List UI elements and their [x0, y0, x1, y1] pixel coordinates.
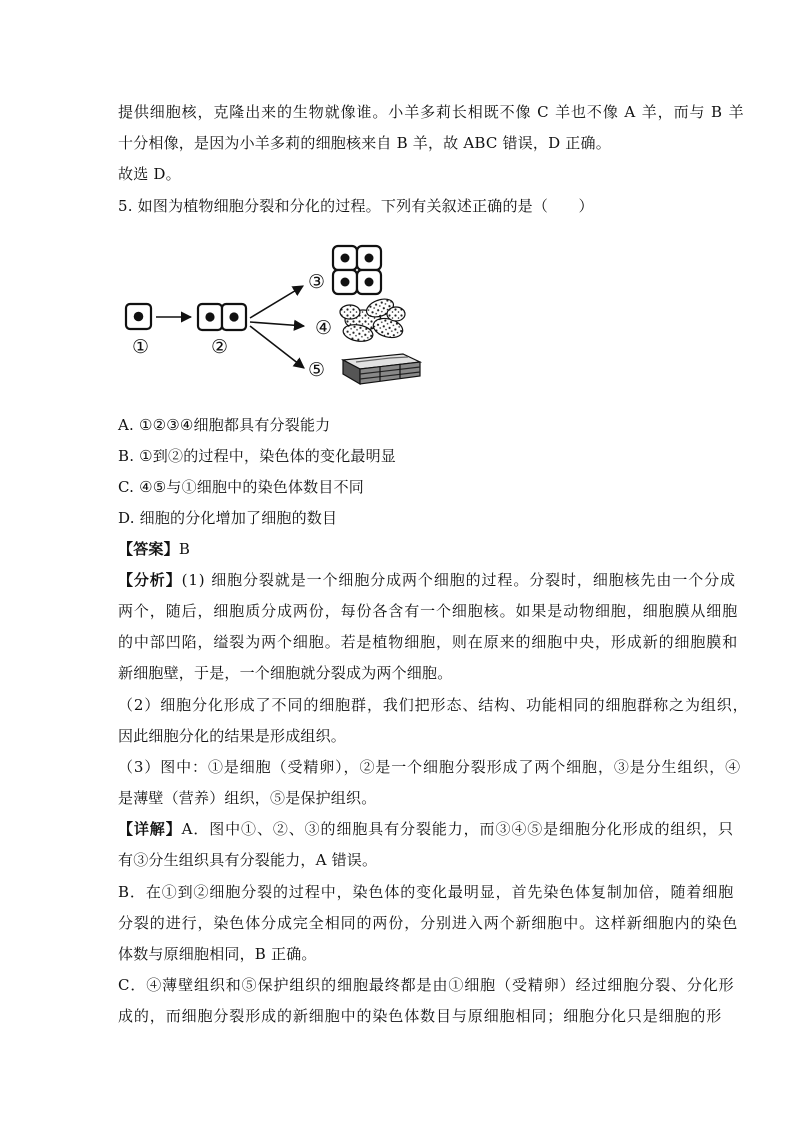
detail-line: 分裂的进行，染色体分成完全相同的两份，分别进入两个新细胞中。这样新细胞内的染色	[118, 914, 739, 932]
detail-text: A．图中①、②、③的细胞具有分裂能力，而③④⑤是细胞分化形成的组织，只	[181, 820, 734, 838]
detail-line: 体数与原细胞相同，B 正确。	[118, 945, 317, 963]
text-line: 提供细胞核，克隆出来的生物就像谁。小羊多莉长相既不像 C 羊也不像 A 羊，而与 B 羊	[118, 103, 745, 121]
detail-line: 有③分生组织具有分裂能力，A 错误。	[118, 851, 378, 869]
analysis-line: 的中部凹陷，缢裂为两个细胞。若是植物细胞，则在原来的细胞中央，形成新的细胞膜和	[118, 633, 739, 651]
question-stem: 5. 如图为植物细胞分裂和分化的过程。下列有关叙述正确的是（ ）	[118, 197, 594, 215]
text-line: 故选 D。	[118, 165, 181, 183]
meristem-tissue-icon	[333, 246, 381, 294]
detail-line: B．在①到②细胞分裂的过程中，染色体的变化最明显，首先染色体复制加倍，随着细胞	[118, 883, 735, 901]
answer-value: B	[178, 540, 191, 558]
single-cell-icon	[126, 304, 151, 329]
arrow-2-3	[250, 286, 303, 318]
detail-tag: 【详解】	[118, 820, 182, 838]
option-d: D. 细胞的分化增加了细胞的数目	[118, 509, 338, 527]
analysis-line: 新细胞壁，于是，一个细胞就分裂成为两个细胞。	[118, 664, 453, 682]
answer-line	[118, 539, 190, 559]
label-4: ④	[315, 317, 333, 339]
analysis-line: 两个，随后，细胞质分成两份，每份各含有一个细胞核。如果是动物细胞，细胞膜从细胞	[118, 602, 739, 620]
arrow-2-4	[250, 322, 304, 326]
label-5: ⑤	[308, 359, 326, 381]
analysis-line: 因此细胞分化的结果是形成组织。	[118, 727, 347, 745]
arrow-2-5	[250, 326, 304, 368]
text-line: 十分相像，是因为小羊多莉的细胞核来自 B 羊，故 ABC 错误，D 正确。	[118, 134, 611, 152]
analysis-line: 是薄壁（营养）组织，⑤是保护组织。	[118, 789, 377, 807]
two-cell-icon	[198, 304, 246, 330]
label-1: ①	[132, 336, 150, 358]
detail-line: 成的，而细胞分裂形成的新细胞中的染色体数目与原细胞相同；细胞分化只是细胞的形	[118, 1007, 723, 1025]
parenchyma-tissue-icon	[340, 296, 405, 344]
option-b: B. ①到②的过程中，染色体的变化最明显	[118, 447, 397, 465]
analysis-line: （3）图中：①是细胞（受精卵），②是一个细胞分裂形成了两个细胞，③是分生组织，④	[118, 758, 742, 776]
label-2: ②	[211, 336, 229, 358]
label-3: ③	[308, 271, 326, 293]
analysis-tag: 【分析】	[118, 571, 182, 589]
cell-division-figure	[118, 236, 438, 396]
option-a: A. ①②③④细胞都具有分裂能力	[118, 416, 331, 434]
analysis-line: （2）细胞分化形成了不同的细胞群，我们把形态、结构、功能相同的细胞群称之为组织，	[118, 696, 749, 714]
analysis-text: (1) 细胞分裂就是一个细胞分成两个细胞的过程。分裂时，细胞核先由一个分成	[181, 571, 736, 589]
analysis-line	[118, 570, 736, 590]
detail-line	[118, 819, 734, 839]
option-c: C. ④⑤与①细胞中的染色体数目不同	[118, 478, 364, 496]
protective-tissue-icon	[343, 354, 420, 384]
detail-line: C．④薄壁组织和⑤保护组织的细胞最终都是由①细胞（受精卵）经过细胞分裂、分化形	[118, 976, 735, 994]
answer-tag: 【答案】	[118, 540, 179, 558]
